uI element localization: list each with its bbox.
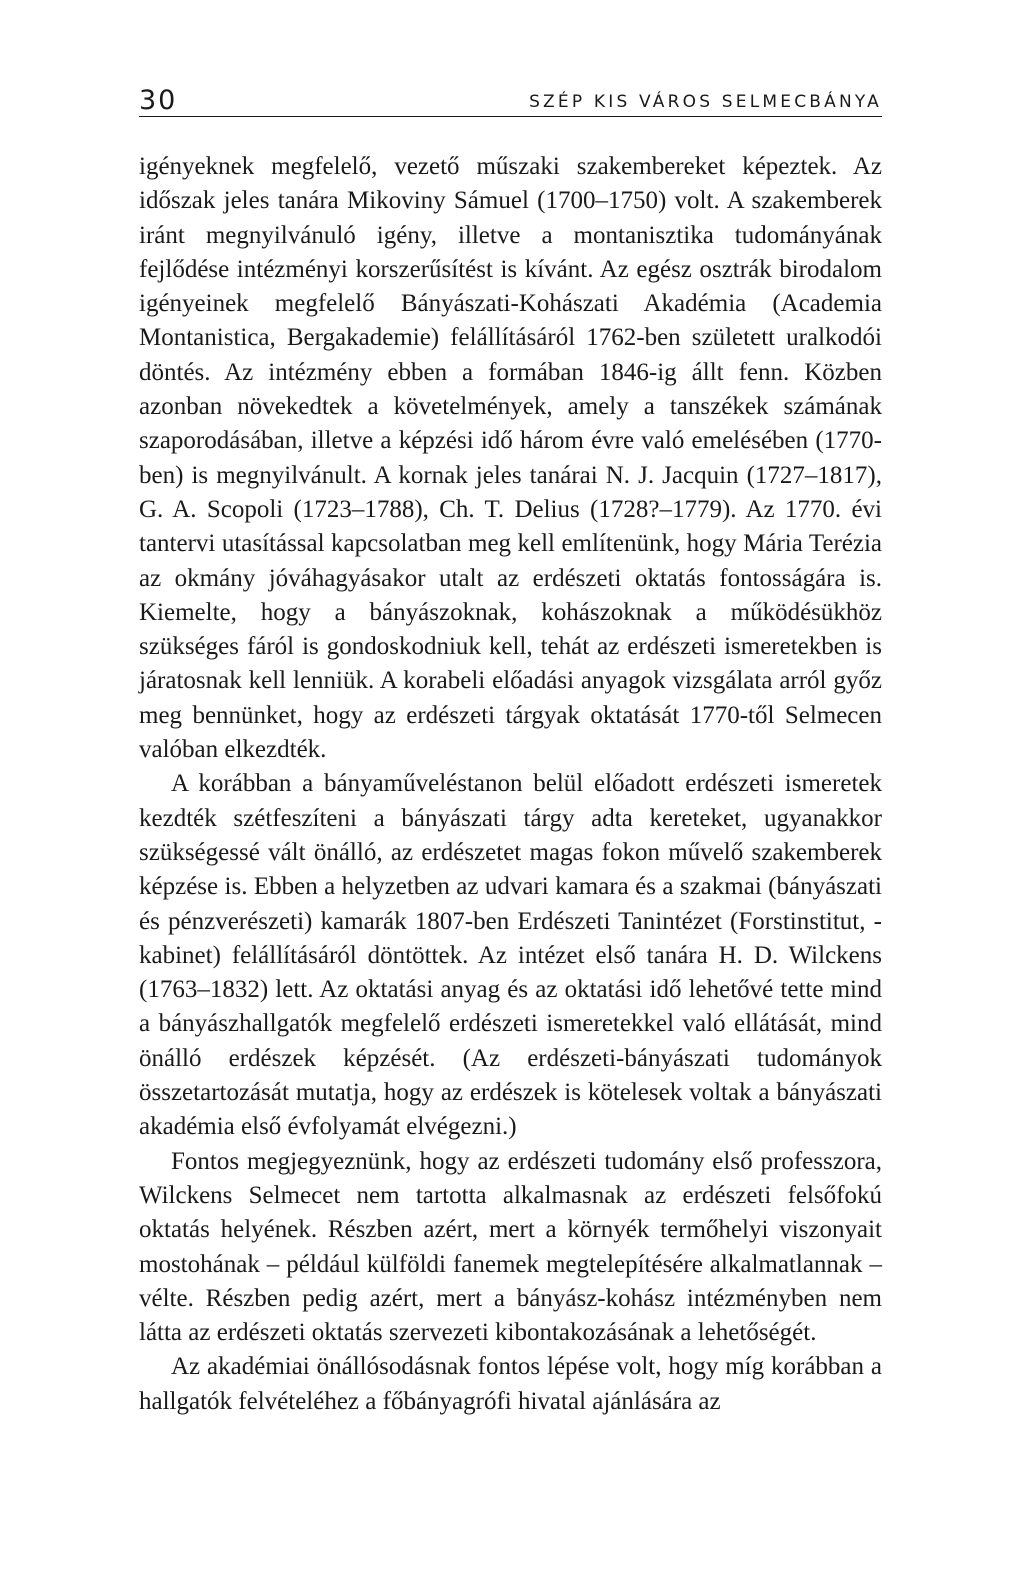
page-header: [139, 74, 882, 117]
page-number: 30: [139, 85, 178, 116]
paragraph-2: A korábban a bányaműveléstanon belül előadott erdészeti ismeretek kezdték szétfeszíteni a bányászati tárgy adta kereteket, ugyanakkor szükségessé vált önálló, az erdészetet magas fokon művelő szakemberek képzése is. Ebben a helyzetben az udvari kamara és a szakmai (bányászati és pénzverészeti) kamarák 1807-ben Erdészeti Tanintézet (Forstinstitut, -kabinet) felállításáról döntöttek. Az intézet első tanára H. D. Wilckens (1763–1832) lett. Az oktatási anyag és az oktatási idő lehetővé tette mind a bányászhallgatók megfelelő erdészeti ismeretekkel való ellátását, mind önálló erdészek képzését. (Az erdészeti-bányászati tudományok összetartozását mutatja, hogy az erdészek is kötelesek voltak a bányászati akadémia első évfolyamát elvégezni.): [139, 770, 882, 1141]
body-text: [139, 150, 882, 1419]
paragraph-4: Az akadémiai önállósodásnak fontos lépése volt, hogy míg korábban a hallgatók felvételéhez a főbányagrófi hivatal ajánlására az: [139, 1353, 882, 1415]
book-page: [139, 74, 882, 1419]
running-title: SZÉP KIS VÁROS SELMECBÁNYA: [529, 92, 882, 112]
paragraph-1: igényeknek megfelelő, vezető műszaki szakembereket képeztek. Az időszak jeles tanára Mikoviny Sámuel (1700–1750) volt. A szakemberek iránt megnyilvánuló igény, illetve a montanisztika tudományának fejlődése intézményi korszerűsítést is kívánt. Az egész osztrák birodalom igényeinek megfelelő Bányászati-Kohászati Akadémia (Academia Montanistica, Bergakademie) felállításáról 1762-ben született uralkodói döntés. Az intézmény ebben a formában 1846-ig állt fenn. Közben azonban növekedtek a követelmények, amely a tanszékek számának szaporodásában, illetve a képzési idő három évre való emelésében (1770-ben) is megnyilvánult. A kornak jeles tanárai N. J. Jacquin (1727–1817), G. A. Scopoli (1723–1788), Ch. T. Delius (1728?–1779). Az 1770. évi tantervi utasítással kapcsolatban meg kell említenünk, hogy Mária Terézia az okmány jóváhagyásakor utalt az erdészeti oktatás fontosságára is. Kiemelte, hogy a bányászoknak, kohászoknak a működésükhöz szükséges fáról is gondoskodniuk kell, tehát az erdészeti ismeretekben is járatosnak kell lenniük. A korabeli előadási anyagok vizsgálata arról győz meg bennünket, hogy az erdészeti tárgyak oktatását 1770-től Selmecen valóban elkezdték.: [139, 153, 882, 764]
paragraph-3: Fontos megjegyeznünk, hogy az erdészeti tudomány első professzora, Wilckens Selmecet nem tartotta alkalmasnak az erdészeti felsőfokú oktatás helyének. Részben azért, mert a környék termőhelyi viszonyait mostohának – például külföldi fanemek megtelepítésére alkalmatlannak – vélte. Részben pedig azért, mert a bányász-kohász intézményben nem látta az erdészeti oktatás szervezeti kibontakozásának a lehetőségét.: [139, 1147, 882, 1347]
